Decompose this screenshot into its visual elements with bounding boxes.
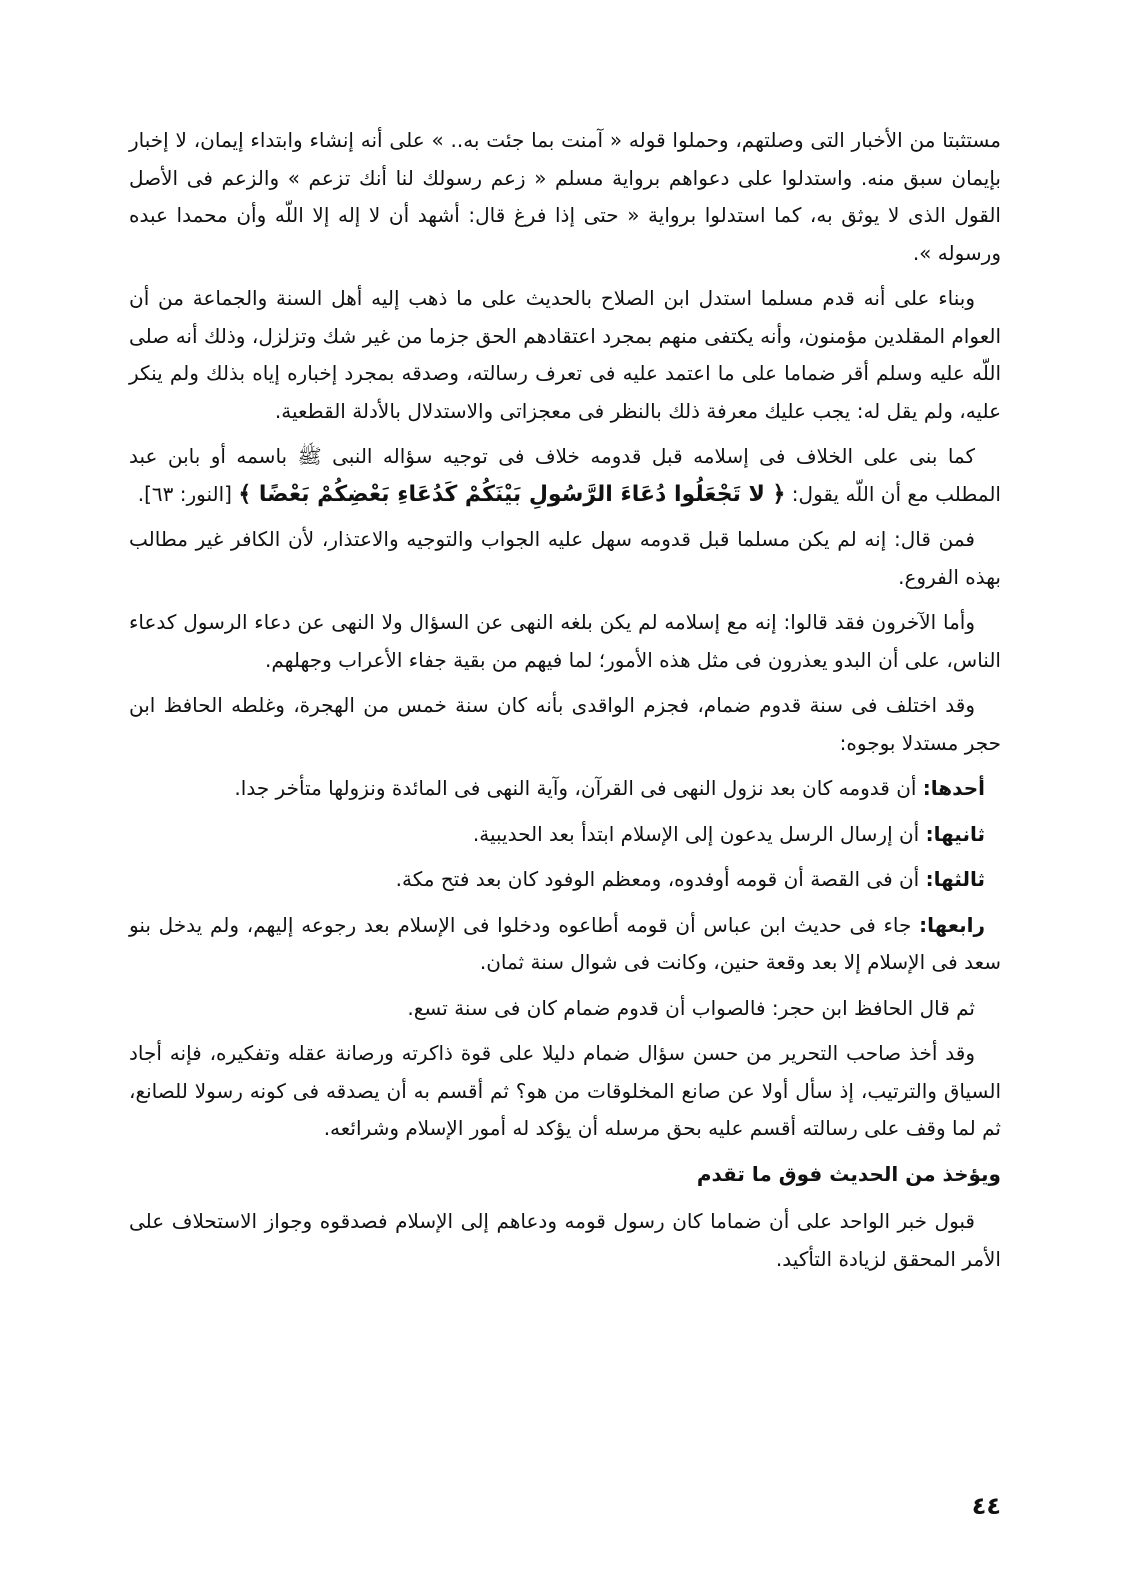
paragraph-tahrir: وقد أخذ صاحب التحرير من حسن سؤال ضمام دليلا على قوة ذاكرته ورصانة عقله وتفكيره، فإنه أجاد السياق والترتيب، إذ سأل أولا عن صانع المخلوقات من هو؟ ثم أقسم به أن يصدقه فى كونه رسولا للصانع، ثم لما وقف على رسالته أقسم عليه بحق مرسله أن يؤكد له أمور الإسلام وشرائعه. xyxy=(129,1041,1001,1140)
quran-verse: ﴿ لا تَجْعَلُوا دُعَاءَ الرَّسُولِ بَيْنَكُمْ كَدُعَاءِ بَعْضِكُمْ بَعْضًا ﴾ xyxy=(238,481,786,507)
item-label: رابعها: xyxy=(919,912,985,937)
item-text: أن إرسال الرسل يدعون إلى الإسلام ابتدأ بعد الحديبية. xyxy=(472,821,920,846)
list-item xyxy=(129,816,1001,854)
page-number: ٤٤ xyxy=(971,1492,1001,1520)
paragraph-ibn-salah: وبناء على أنه قدم مسلما استدل ابن الصلاح بالحديث على ما ذهب إليه أهل السنة والجماعة من أن العوام المقلدين مؤمنون، وأنه يكتفى منهم بمجرد اعتقادهم الحق جزما من غير شك وتزلزل، وذلك أنه صلى اللّه عليه وسلم أقر ضماما على ما اعتمد عليه فى تعرف رسالته، وصدقه بمجرد إخباره إياه بذلك ولم ينكر عليه، ولم يقل له: يجب عليك معرفة ذلك بالنظر فى معجزاتى والاستدلال بالأدلة القطعية. xyxy=(129,286,1001,423)
item-text: أن قدومه كان بعد نزول النهى فى القرآن، وآية النهى فى المائدة ونزولها متأخر جدا. xyxy=(234,776,917,800)
section-heading: ويؤخذ من الحديث فوق ما تقدم xyxy=(696,1161,1001,1186)
paragraph-intro: مستثبتا من الأخبار التى وصلتهم، وحملوا قوله « آمنت بما جئت به.. » على أنه إنشاء وابتداء إيمان، لا إخبار بإيمان سبق منه. واستدلوا على دعواهم برواية مسلم « زعم رسولك لنا أنك تزعم » والزعم فى الأصل القول الذى لا يوثق به، كما استدلوا برواية « حتى إذا فرغ قال: أشهد أن لا إله إلا اللّه وأن محمدا عبده ورسوله ». xyxy=(129,128,1001,265)
item-label: أحدها: xyxy=(922,776,985,800)
quran-reference: [النور: ٦٣]. xyxy=(137,481,232,506)
item-label: ثالثها: xyxy=(925,867,985,891)
paragraph-conclusion: ثم قال الحافظ ابن حجر: فالصواب أن قدوم ضمام كان فى سنة تسع. xyxy=(407,995,975,1020)
item-label: ثانيها: xyxy=(925,821,985,846)
paragraph-quran-intro: كما بنى على الخلاف فى إسلامه قبل قدومه خلاف فى توجيه سؤاله النبى ﷺ باسمه أو بابن عبد المطلب مع أن اللّه يقول: xyxy=(129,444,1001,506)
paragraph-lessons: قبول خبر الواحد على أن ضماما كان رسول قومه ودعاهم إلى الإسلام فصدقوه وجواز الاستحلاف على الأمر المحقق لزيادة التأكيد. xyxy=(129,1209,1001,1271)
list-item xyxy=(129,770,1001,808)
page-body xyxy=(129,122,1001,1286)
paragraph-quran-verse xyxy=(129,438,1001,513)
paragraph-first-view: فمن قال: إنه لم يكن مسلما قبل قدومه سهل عليه الجواب والتوجيه والاعتذار، لأن الكافر غير مطالب بهذه الفروع. xyxy=(129,527,1001,589)
item-text: أن فى القصة أن قومه أوفدوه، ومعظم الوفود كان بعد فتح مكة. xyxy=(395,867,920,891)
list-item xyxy=(129,861,1001,899)
item-text: جاء فى حديث ابن عباس أن قومه أطاعوه ودخلوا فى الإسلام بعد رجوعه إليهم، ولم يدخل بنو سعد فى الإسلام إلا بعد وقعة حنين، وكانت فى شوال سنة ثمان. xyxy=(129,912,1001,974)
paragraph-others-view: وأما الآخرون فقد قالوا: إنه مع إسلامه لم يكن بلغه النهى عن السؤال ولا النهى عن دعاء الرسول كدعاء الناس، على أن البدو يعذرون فى مثل هذه الأمور؛ لما فيهم من بقية جفاء الأعراب وجهلهم. xyxy=(129,610,1001,672)
list-item xyxy=(129,907,1001,982)
paragraph-date-dispute: وقد اختلف فى سنة قدوم ضمام، فجزم الواقدى بأنه كان سنة خمس من الهجرة، وغلطه الحافظ ابن حجر مستدلا بوجوه: xyxy=(129,693,1001,755)
